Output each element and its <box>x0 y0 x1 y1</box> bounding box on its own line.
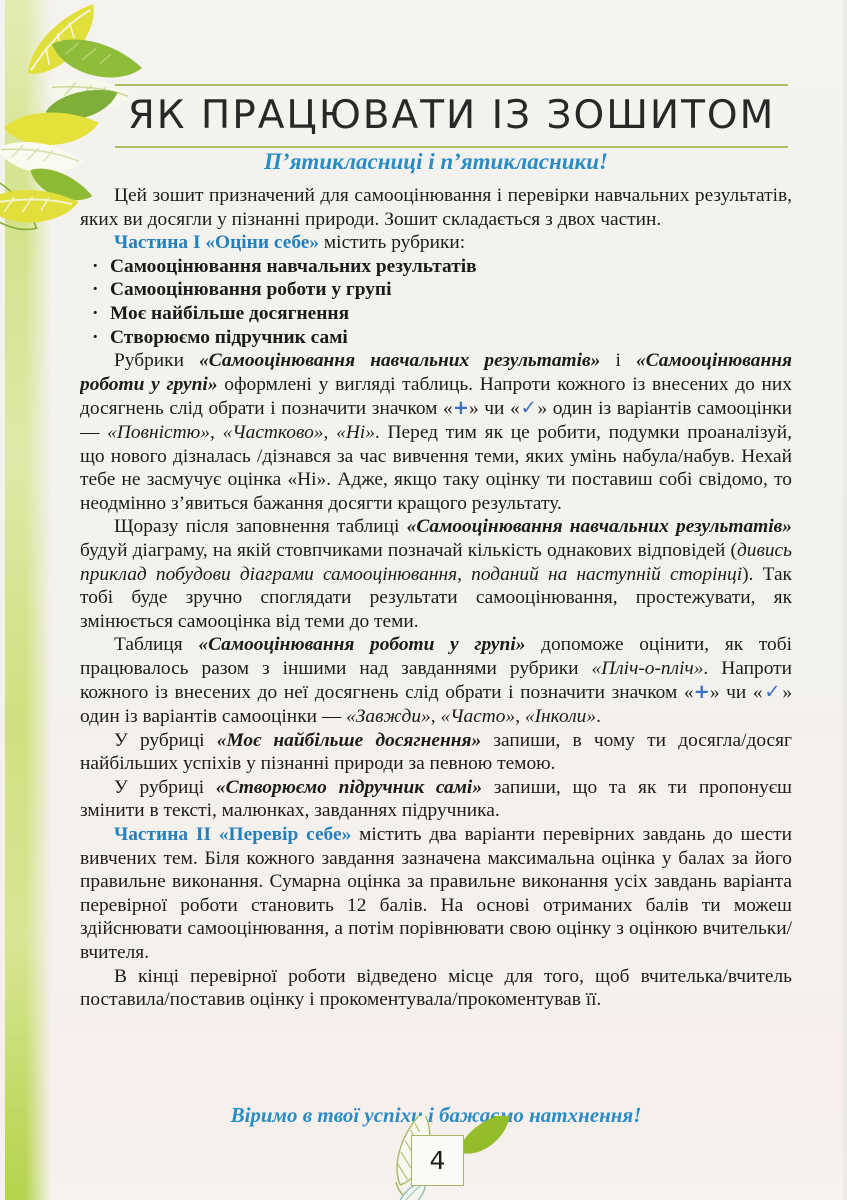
bullet-icon: · <box>92 326 99 348</box>
paragraph: Таблиця «Самооцінювання роботи у групі» допоможе оцінити, як тобі працювалось разом з іншими над завданнями рубрики «Пліч-о-пліч». Напроти кожного із внесених до неї досягнень слід обрати і позначити значком «+» чи «✓» один із варіантів самооцінки — «Завжди», «Часто», «Інколи». <box>80 634 792 728</box>
subtitle: П’ятикласниці і п’ятикласники! <box>264 149 608 174</box>
list-item: · Самооцінювання роботи у групі <box>92 279 392 301</box>
list-item: · Самооцінювання навчальних результатів <box>92 255 477 277</box>
list-item: · Створюємо підручник самі <box>92 326 348 348</box>
page-number-box <box>411 1135 464 1186</box>
paragraph: В кінці перевірної роботи відведено місце для того, щоб вчителька/вчитель поставила/поставив оцінку і прокоментувала/прокоментував її. <box>80 965 792 1011</box>
bullet-icon: · <box>92 279 99 301</box>
title-rule-top <box>115 84 788 86</box>
title-block <box>115 84 788 148</box>
page-title: ЯК ПРАЦЮВАТИ ІЗ ЗОШИТОМ <box>127 93 776 138</box>
scan-edge <box>843 0 847 1200</box>
paragraph: У рубриці «Моє найбільше досягнення» запиши, в чому ти досягла/досяг найбільших успіхів у пізнанні природи за певною темою. <box>80 729 792 775</box>
bullet-icon: · <box>92 302 99 324</box>
paragraph: Частина II «Перевір себе» містить два варіанти перевірних завдань до шести вивчених тем. Біля кожного завдання зазначена максимальна оцінка у балах за його правильне виконання. Сумарна оцінка за правильне виконання усіх завдань варіанта перевірної роботи становить 12 балів. На основі отриманих балів ти можеш здійснювати самооцінювання, а потім порівнювати свою оцінку з оцінкою вчительки/вчителя. <box>80 824 792 963</box>
paragraph: Цей зошит призначений для самооцінювання і перевірки навчальних результатів, яких ви досягли у пізнанні природи. Зошит складається з двох частин. <box>80 185 792 230</box>
paragraph: У рубриці «Створюємо підручник самі» запиши, що та як ти пропонуєш змінити в тексті, малюнках, завданнях підручника. <box>80 776 792 822</box>
closing-message: Віримо в твої успіхи і бажаємо натхнення! <box>230 1103 642 1127</box>
list-item: · Моє найбільше досягнення <box>92 302 350 324</box>
paragraph: Щоразу після заповнення таблиці «Самооцінювання навчальних результатів» будуй діаграму, на якій стовпчиками позначай кількість однакових відповідей (дивись приклад побудови діаграми самооцінювання, поданий на наступній сторінці). Так тобі буде зручно споглядати результати самооцінювання, простежувати, як змінюється самооцінка від теми до теми. <box>80 516 792 632</box>
body-text <box>80 184 792 1106</box>
bullet-icon: · <box>92 255 99 277</box>
paragraph: Частина I «Оціни себе» містить рубрики: <box>114 232 466 254</box>
paragraph: Рубрики «Самооцінювання навчальних результатів» і «Самооцінювання роботи у групі» оформлені у вигляді таблиць. Напроти кожного із внесених до них досягнень слід обрати і позначити значком «+» чи «✓» один із варіантів самооцінки — «Повністю», «Частково», «Ні». Перед тим як це робити, подумки проаналізуй, що нового дізналась /дізнався за час вивчення теми, яких умінь набула/набув. Нехай тебе не засмучує оцінка «Ні». Адже, якщо таку оцінку ти поставиш собі свідомо, то неодмінно з’явиться бажання досягти кращого результату. <box>80 350 792 514</box>
page-number: 4 <box>429 1146 446 1175</box>
title-rule-bottom <box>115 146 788 148</box>
